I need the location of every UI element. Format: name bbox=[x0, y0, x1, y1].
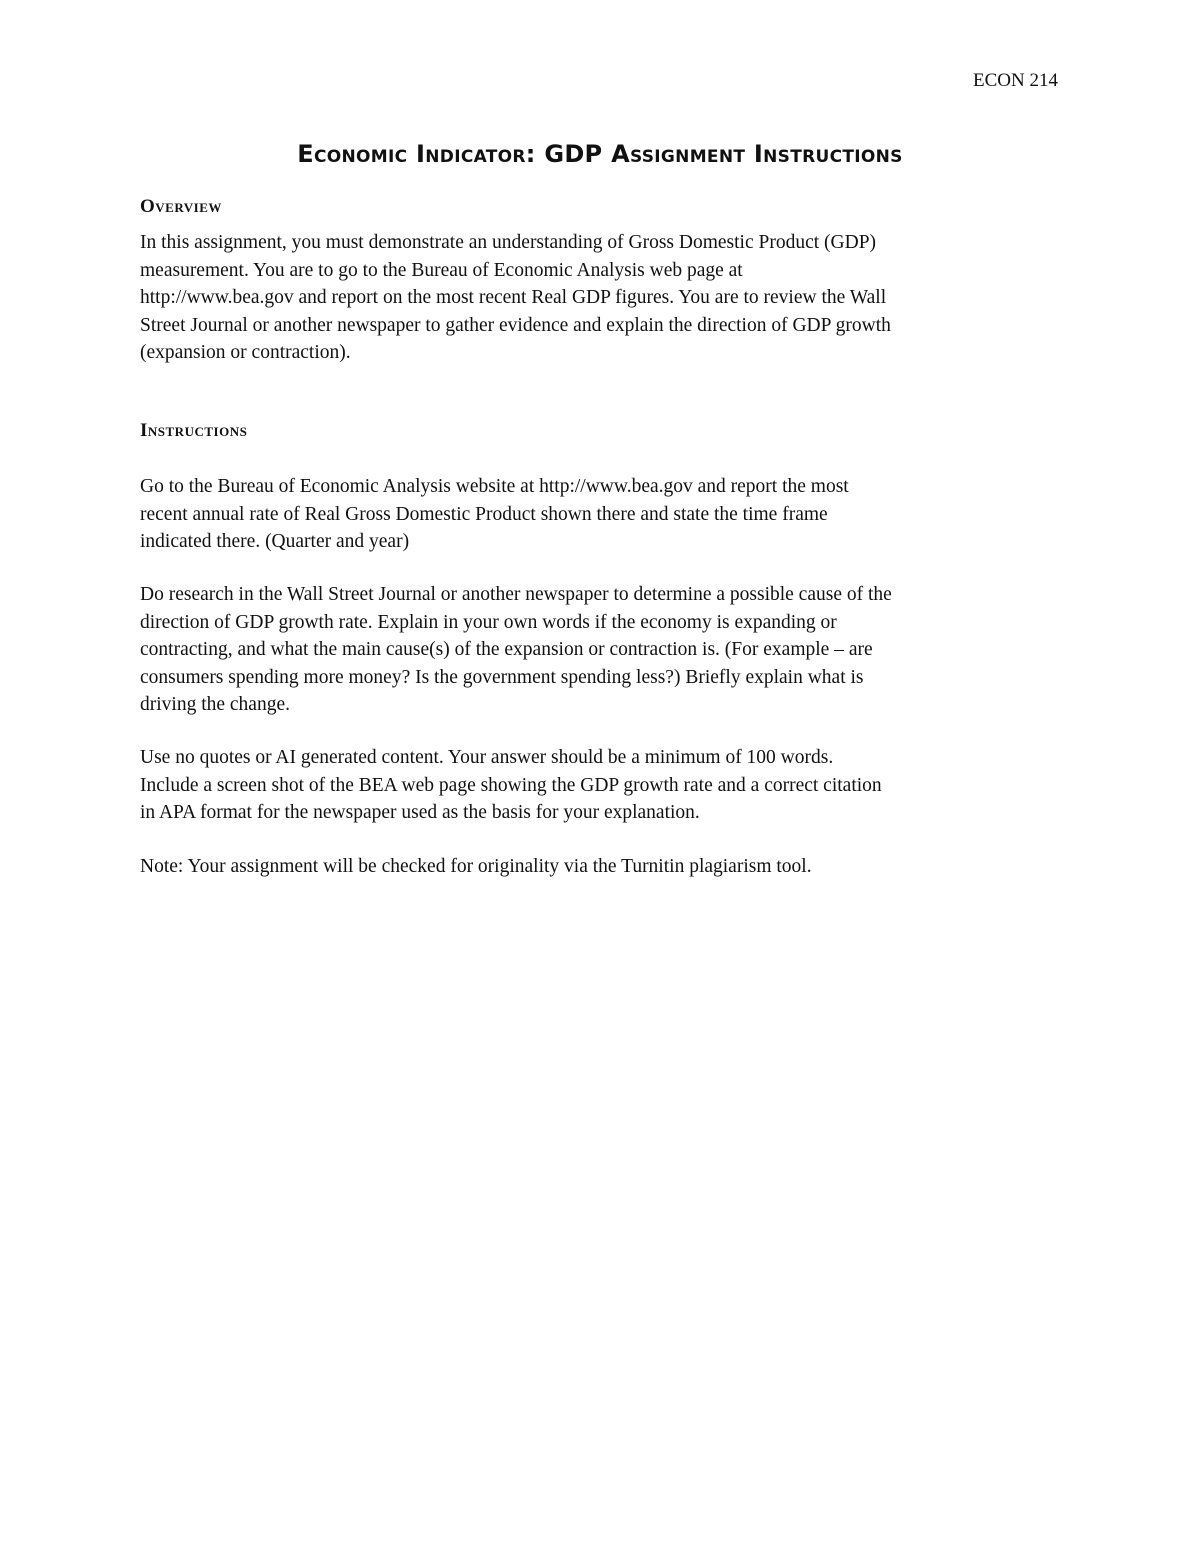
originality-note bbox=[140, 853, 1070, 881]
instructions-heading: Instructions bbox=[140, 420, 248, 441]
text-line: http://www.bea.gov and report on the most recent Real GDP figures. You are to review the Wall bbox=[140, 287, 887, 308]
text-line: direction of GDP growth rate. Explain in your own words if the economy is expanding or bbox=[140, 611, 837, 633]
text-line: In this assignment, you must demonstrate an understanding of Gross Domestic Product (GDP) bbox=[140, 232, 877, 253]
text-line: driving the change. bbox=[140, 694, 290, 715]
text-line: Do research in the Wall Street Journal or another newspaper to determine a possible cause of the bbox=[140, 584, 892, 605]
text-line: measurement. You are to go to the Bureau of Economic Analysis web page at bbox=[140, 259, 743, 281]
instructions-paragraph-1 bbox=[140, 473, 1070, 556]
instructions-paragraph-2 bbox=[140, 581, 1070, 719]
text-line: recent annual rate of Real Gross Domestic Product shown there and state the time frame bbox=[140, 503, 828, 525]
text-line: indicated there. (Quarter and year) bbox=[140, 531, 410, 552]
text-line: Note: Your assignment will be checked for originality via the Turnitin plagiarism tool. bbox=[140, 856, 812, 877]
overview-heading: Overview bbox=[140, 196, 222, 217]
document-title: Economic Indicator: GDP Assignment Instructions bbox=[297, 140, 903, 168]
text-line: consumers spending more money? Is the government spending less?) Briefly explain what is bbox=[140, 666, 864, 688]
text-line: contracting, and what the main cause(s) of the expansion or contraction is. (For example – are bbox=[140, 639, 873, 660]
text-line: Use no quotes or AI generated content. Your answer should be a minimum of 100 words. bbox=[140, 747, 834, 768]
text-line: (expansion or contraction). bbox=[140, 342, 351, 363]
text-line: Go to the Bureau of Economic Analysis website at http://www.bea.gov and report the most bbox=[140, 476, 849, 497]
instructions-paragraph-3 bbox=[140, 744, 1070, 827]
text-line: Street Journal or another newspaper to gather evidence and explain the direction of GDP growth bbox=[140, 314, 891, 336]
text-line: in APA format for the newspaper used as the basis for your explanation. bbox=[140, 802, 700, 823]
overview-paragraph bbox=[140, 229, 1070, 367]
text-line: Include a screen shot of the BEA web page showing the GDP growth rate and a correct citation bbox=[140, 774, 882, 796]
course-header: ECON 214 bbox=[973, 70, 1058, 91]
